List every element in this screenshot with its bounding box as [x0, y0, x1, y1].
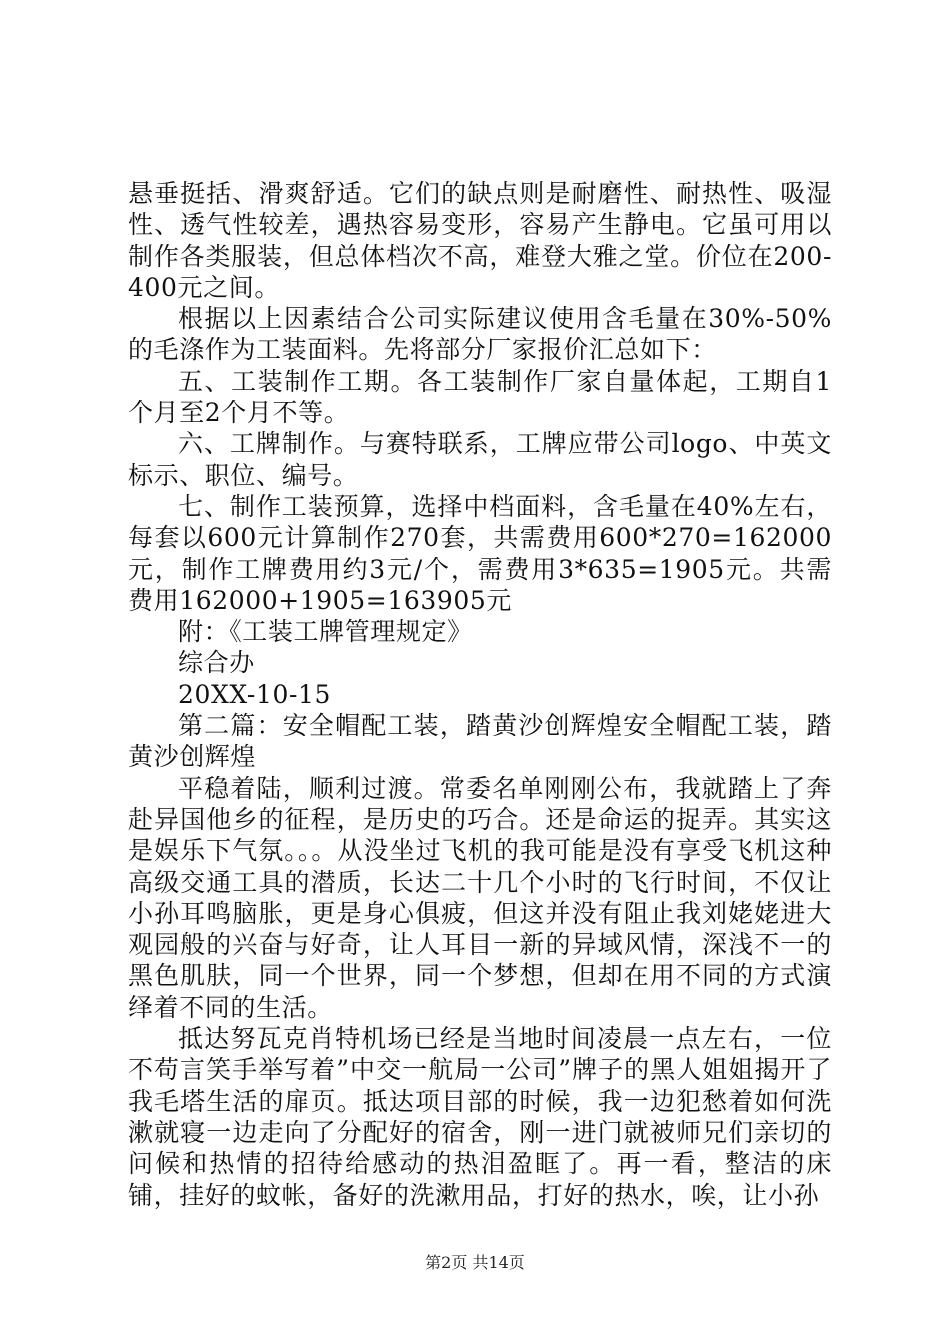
- date-line: 20XX-10-15: [178, 679, 332, 709]
- appendix-line: 附：《工装工牌管理规定》: [178, 617, 473, 647]
- paragraph-arrival-journey: 平稳着陆，顺利过渡。常委名单刚刚公布，我就踏上了奔赴异国他乡的征程，是历史的巧合。还是命运的捉弄。其实这是娱乐下气氛。。。从没坐过飞机的我可能是没有享受飞机这种高级交通工具的潜质，长达二十几个小时的飞行时间，不仅让小孙耳鸣脑胀，更是身心俱疲，但这并没有阻止我刘姥姥进大观园般的兴奋与好奇，让人耳目一新的异域风情，深浅不一的黑色肌肤，同一个世界，同一个梦想，但却在用不同的方式演绎着不同的生活。: [128, 773, 832, 1022]
- page-footer: 第2页 共14页: [425, 1253, 525, 1272]
- paragraph-fabric-recommendation: 根据以上因素结合公司实际建议使用含毛量在30%-50%的毛涤作为工装面料。先将部分厂家报价汇总如下：: [128, 304, 832, 365]
- paragraph-production-period: 五、工装制作工期。各工装制作厂家自量体起，工期自1个月至2个月不等。: [128, 366, 832, 428]
- document-body: [128, 178, 832, 1211]
- paragraph-budget: 七、制作工装预算，选择中档面料，含毛量在40%左右，每套以600元计算制作270套，共需费用600*270=162000元，制作工牌费用约3元/个，需费用3*635=1905元。共需费用162000+1905=163905元: [128, 491, 832, 615]
- department-line: 综合办: [178, 648, 255, 678]
- paragraph-badge-production: 六、工牌制作。与赛特联系，工牌应带公司logo、中英文标示、职位、编号。: [128, 429, 832, 490]
- paragraph-fabric-drawbacks: 悬垂挺括、滑爽舒适。它们的缺点则是耐磨性、耐热性、吸湿性、透气性较差，遇热容易变形，容易产生静电。它虽可用以制作各类服装，但总体档次不高，难登大雅之堂。价位在200-400元之间。: [128, 179, 832, 302]
- second-article-title: 第二篇：安全帽配工装，踏黄沙创辉煌安全帽配工装，踏黄沙创辉煌: [128, 711, 832, 772]
- paragraph-airport-arrival: 抵达努瓦克肖特机场已经是当地时间凌晨一点左右，一位不苟言笑手举写着”中交一航局一公司”牌子的黑人姐姐揭开了我毛塔生活的扉页。抵达项目部的时候，我一边犯愁着如何洗漱就寝一边走向了分配好的宿舍，刚一进门就被师兄们亲切的问候和热情的招待给感动的热泪盈眶了。再一看，整洁的床铺，挂好的蚊帐，备好的洗漱用品，打好的热水，唉，让小孙: [128, 1024, 832, 1210]
